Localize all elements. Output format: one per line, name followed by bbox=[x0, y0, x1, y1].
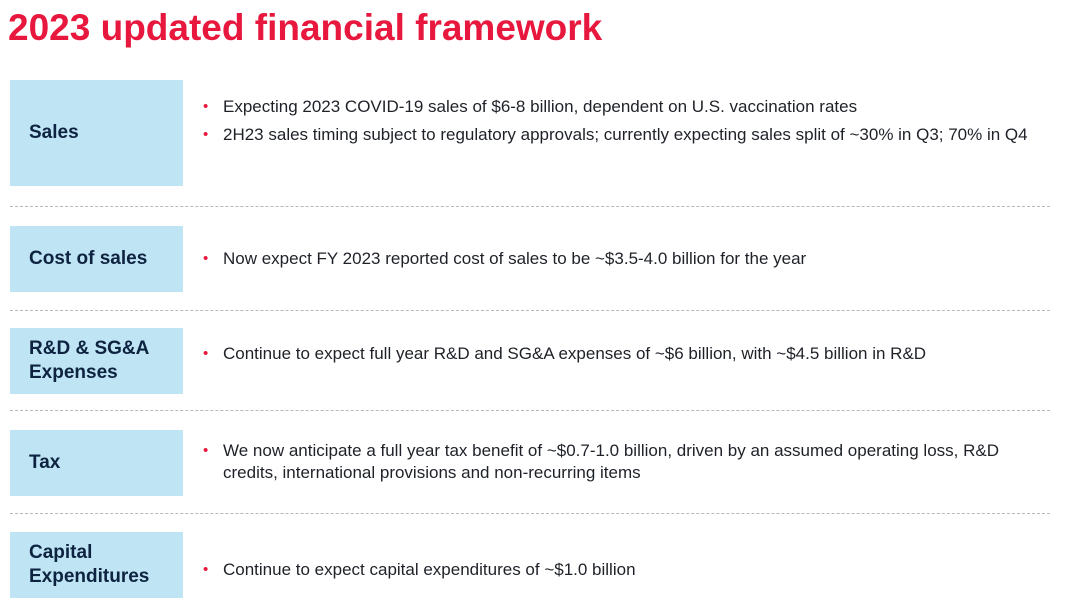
list-item: • We now anticipate a full year tax benefit of ~$0.7-1.0 billion, driven by an assumed operating loss, R&D credits, international provisions and non-recurring items bbox=[203, 441, 999, 482]
bullet-list-capex bbox=[203, 559, 1043, 587]
row-divider bbox=[10, 410, 1050, 411]
list-item: • Continue to expect full year R&D and SG&A expenses of ~$6 billion, with ~$4.5 billion in R&D bbox=[203, 344, 927, 363]
bullet-list-cost-of-sales bbox=[203, 248, 1043, 276]
bullet-dot-icon: • bbox=[203, 345, 209, 362]
row-divider bbox=[10, 310, 1050, 311]
row-label-capex: Capital Expenditures bbox=[10, 532, 183, 598]
row-divider bbox=[10, 513, 1050, 514]
list-item: • Continue to expect capital expenditures of ~$1.0 billion bbox=[203, 560, 636, 579]
list-item: • Expecting 2023 COVID-19 sales of $6-8 billion, dependent on U.S. vaccination rates bbox=[203, 97, 858, 116]
list-item: • Now expect FY 2023 reported cost of sales to be ~$3.5-4.0 billion for the year bbox=[203, 249, 807, 268]
bullet-list-sales bbox=[203, 96, 1043, 152]
page-title: 2023 updated financial framework bbox=[8, 7, 603, 48]
bullet-list-tax bbox=[203, 440, 1043, 490]
bullet-dot-icon: • bbox=[203, 126, 209, 143]
list-item: • 2H23 sales timing subject to regulatory approvals; currently expecting sales split of ~30% in Q3; 70% in Q4 bbox=[203, 125, 1028, 144]
bullet-dot-icon: • bbox=[203, 561, 209, 578]
bullet-dot-icon: • bbox=[203, 250, 209, 267]
row-label-rd-sga: R&D & SG&A Expenses bbox=[10, 328, 183, 394]
row-label-cost-of-sales: Cost of sales bbox=[10, 226, 183, 292]
row-label-sales: Sales bbox=[10, 80, 183, 186]
bullet-dot-icon: • bbox=[203, 98, 209, 115]
row-label-tax: Tax bbox=[10, 430, 183, 496]
row-divider bbox=[10, 206, 1050, 207]
bullet-list-rd-sga bbox=[203, 343, 1043, 371]
bullet-dot-icon: • bbox=[203, 442, 209, 459]
